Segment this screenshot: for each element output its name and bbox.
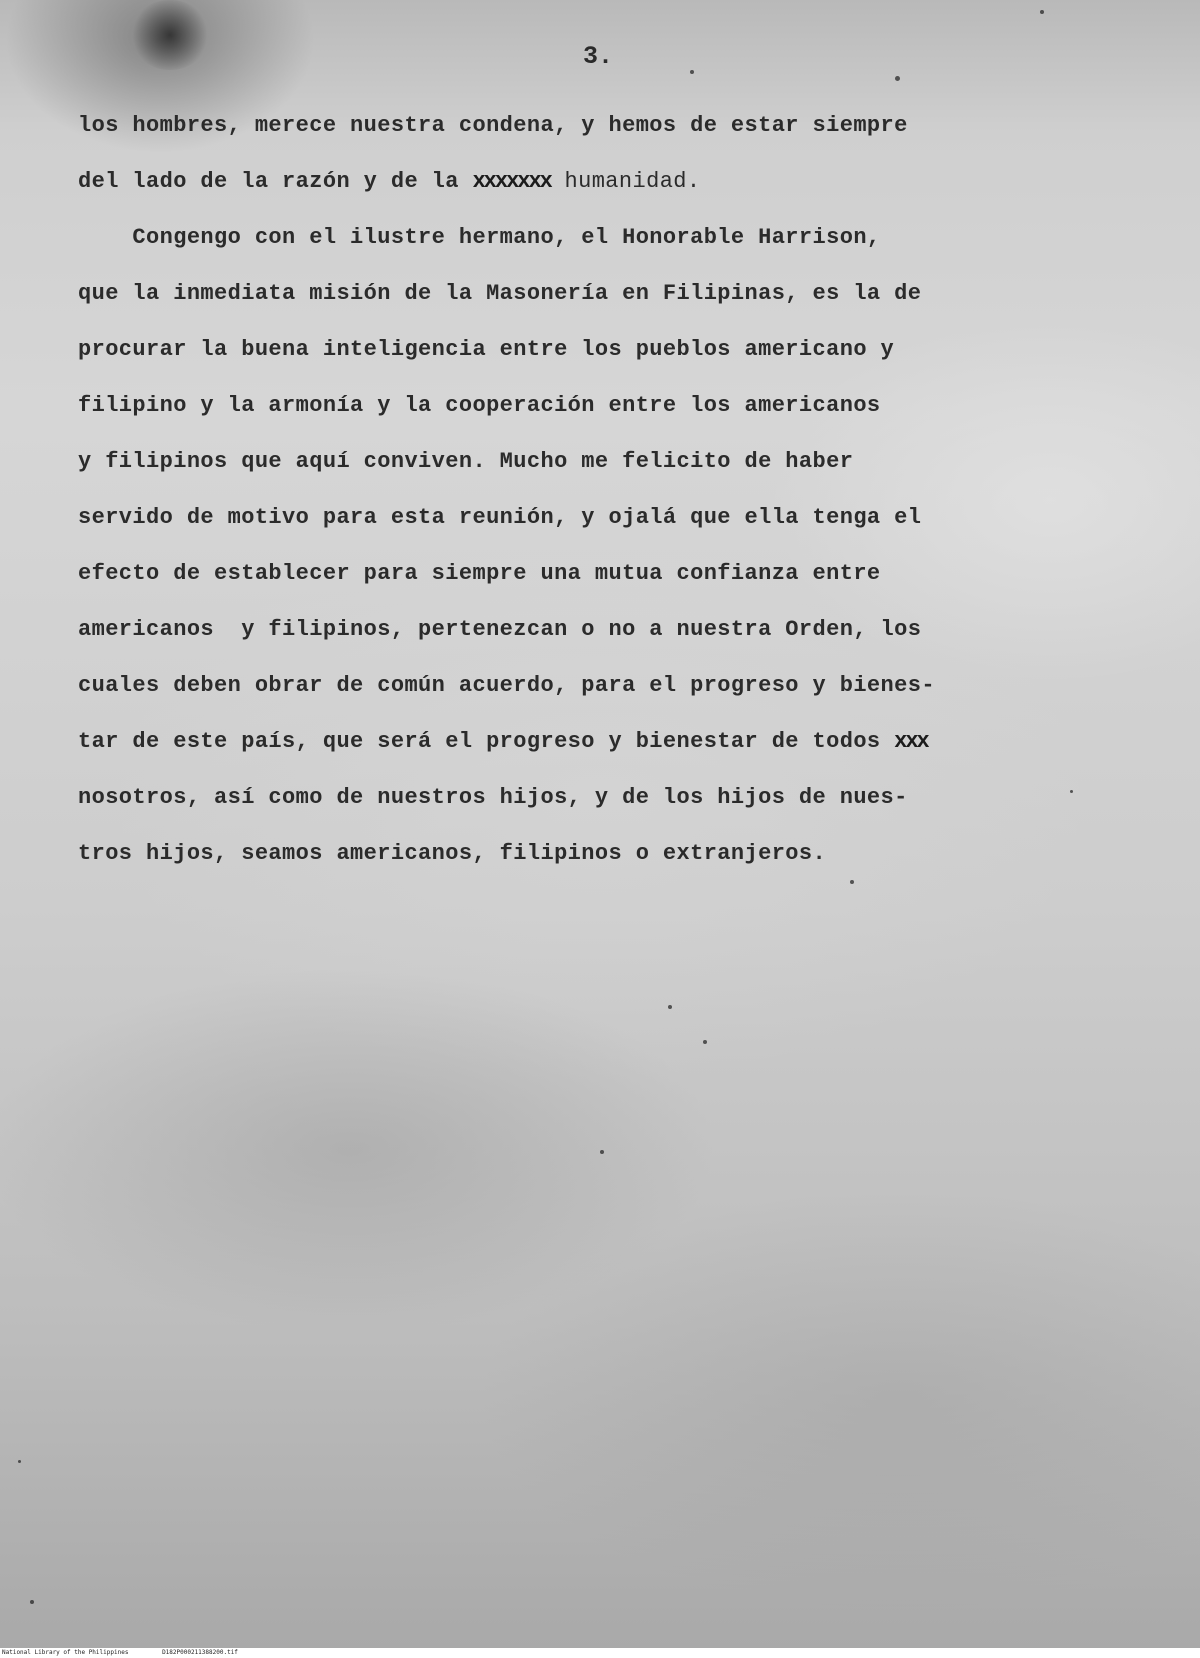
text-line: procurar la buena inteligencia entre los pueblos americano y [78,337,895,362]
text-line: tros hijos, seamos americanos, filipinos o extranjeros. [78,841,827,866]
speck [18,1460,21,1463]
speck [895,76,900,81]
scan-footer [0,1648,1200,1658]
text-line: y filipinos que aquí conviven. Mucho me felicito de haber [78,449,854,474]
speck [690,70,694,74]
text-line: que la inmediata misión de la Masonería en Filipinas, es la de [78,281,922,306]
text-line: efecto de establecer para siempre una mutua confianza entre [78,561,881,586]
speck [703,1040,707,1044]
page-number: 3. [583,42,614,71]
text-line: servido de motivo para esta reunión, y ojalá que ella tenga el [78,505,922,530]
text-line: filipino y la armonía y la cooperación entre los americanos [78,393,881,418]
struck-out-text: xxxxxxx [472,169,551,194]
text-segment: tar de este país, que será el progreso y bienestar de todos [78,729,895,754]
text-line: americanos y filipinos, pertenezcan o no a nuestra Orden, los [78,617,922,642]
speck [668,1005,672,1009]
footer-file: D182P000211388200.tif [162,1649,238,1656]
speck [600,1150,604,1154]
footer-library: National Library of the Philippines [2,1649,129,1656]
text-line: Congengo con el ilustre hermano, el Honorable Harrison, [78,225,881,250]
text-line: nosotros, así como de nuestros hijos, y de los hijos de nues- [78,785,908,810]
ink-blot [130,0,210,70]
text-segment: humanidad. [550,169,701,194]
speck [30,1600,34,1604]
text-segment: del lado de la razón y de la [78,169,473,194]
text-line [78,154,1158,210]
text-line [78,714,1158,770]
speck [1040,10,1044,14]
struck-out-text: xxx [894,729,928,754]
text-line: cuales deben obrar de común acuerdo, para el progreso y bienes- [78,673,935,698]
body-text [78,98,1158,882]
text-line: los hombres, merece nuestra condena, y hemos de estar siempre [78,113,908,138]
